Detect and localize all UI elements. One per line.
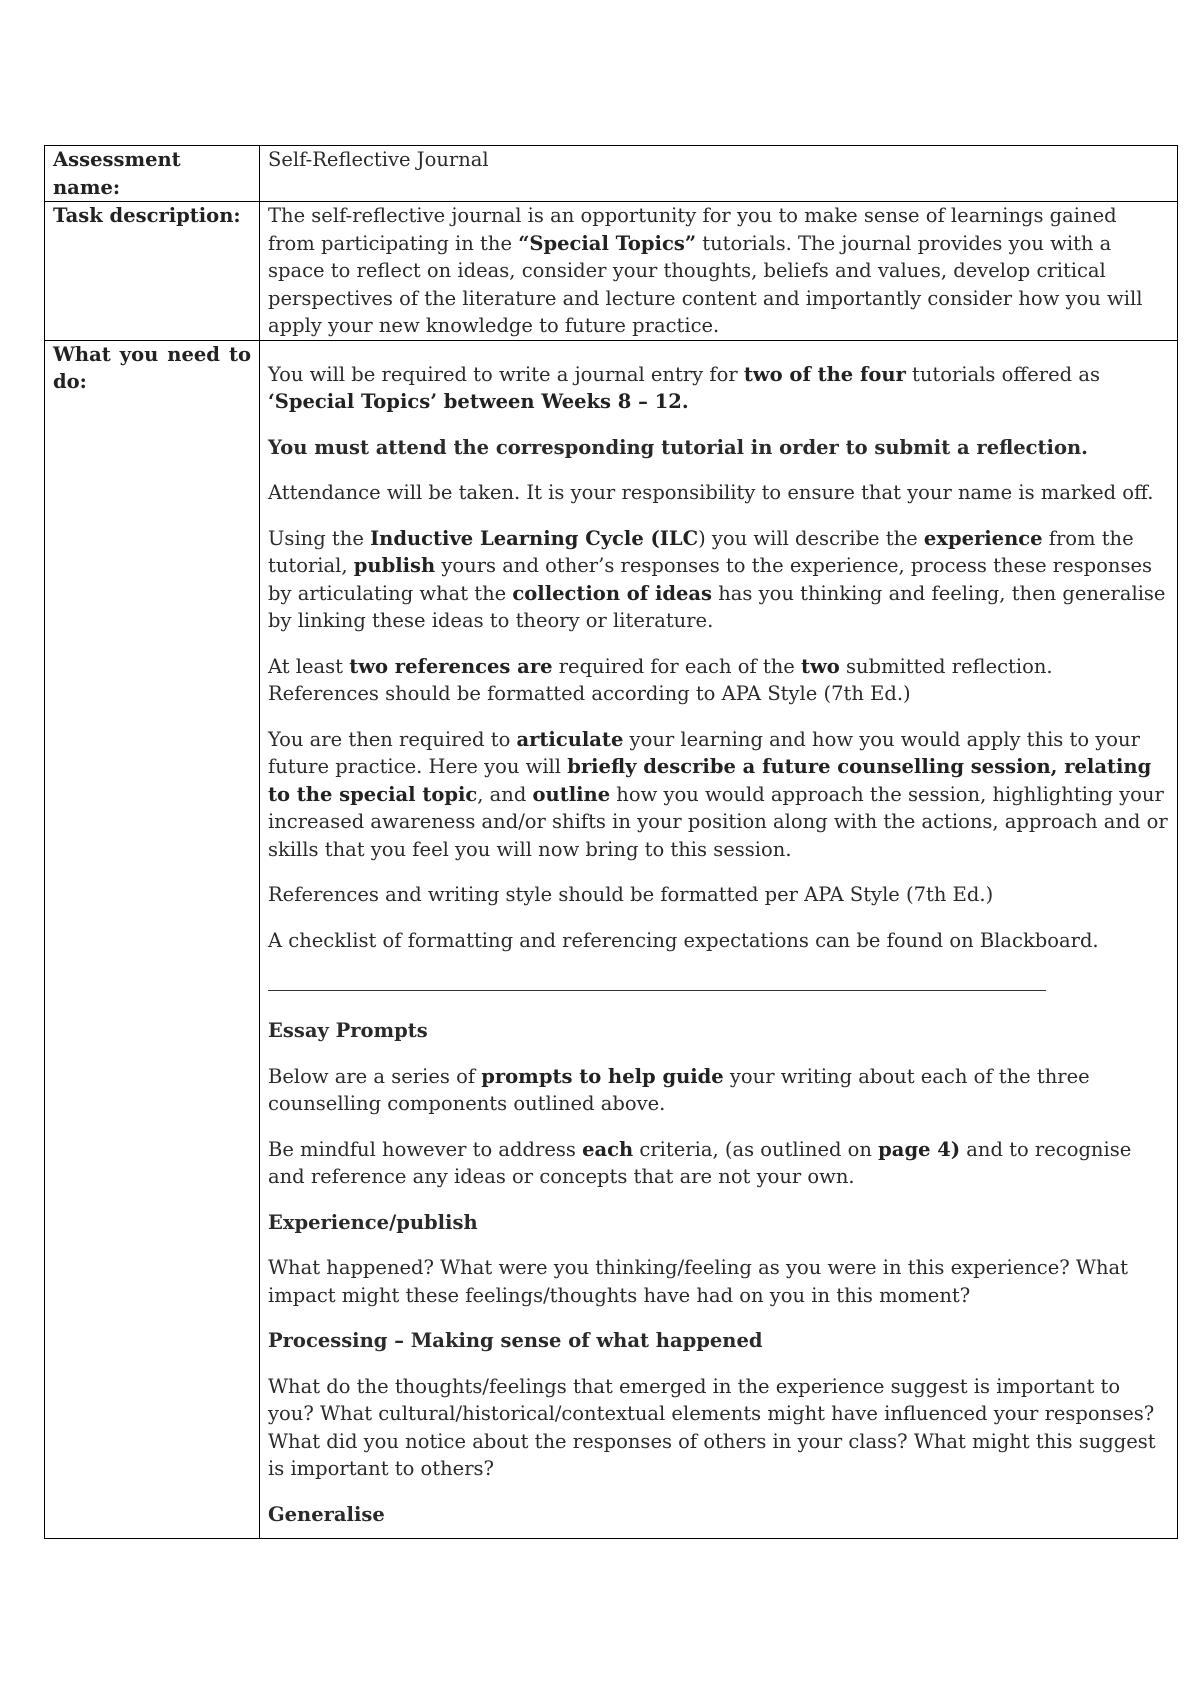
what-to-do-content — [260, 340, 1178, 1539]
text-run: ) you will describe the — [698, 526, 924, 550]
experience-heading: Experience/publish — [268, 1210, 478, 1234]
paragraph-checklist: A checklist of formatting and referencing expectations can be found on Blackboard. — [268, 928, 1099, 952]
paragraph-ilc — [268, 525, 1169, 635]
paragraph-journal-entries — [268, 361, 1169, 416]
paragraph-articulate — [268, 726, 1169, 864]
bold-run: “Special Topics” — [518, 231, 697, 255]
bold-run: experience — [923, 526, 1043, 550]
text-run: how you would approach the session, highlighting your increased awareness and/or shifts in your position along with the actions, approach and or skills that you feel you will now bring to this session. — [268, 782, 1168, 861]
generalise-heading: Generalise — [268, 1502, 385, 1526]
bold-run: prompts to help guide — [481, 1064, 724, 1088]
assessment-table — [44, 145, 1178, 1539]
text-run: You will be required to write a journal entry for — [268, 362, 744, 386]
bold-run: two of the four — [743, 362, 906, 386]
text-run: and to recognise and reference any ideas or concepts that are not your own. — [268, 1137, 1132, 1188]
text-run: Using the — [268, 526, 371, 550]
paragraph-apa-style: References and writing style should be formatted per APA Style (7th Ed.) — [268, 883, 994, 906]
text-run: your learning and how you would apply this to your future practice. Here you will — [268, 727, 1140, 778]
task-description-text — [260, 202, 1178, 341]
text-run: yours and other’s responses to the experience, process these responses by articulating what the — [268, 554, 1153, 605]
bold-run: Inductive Learning Cycle (ILC — [370, 526, 699, 550]
text-run: criteria, (as outlined on — [633, 1137, 879, 1161]
bold-run: collection of ideas — [512, 581, 713, 605]
task-description-label: Task description: — [45, 202, 260, 341]
horizontal-divider — [268, 990, 1046, 991]
what-to-do-row — [45, 340, 1178, 1539]
paragraph-prompts-intro — [268, 1063, 1169, 1118]
paragraph-attendance-requirement: You must attend the corresponding tutorial in order to submit a reflection. — [268, 435, 1088, 459]
paragraph-references — [268, 653, 1169, 708]
text-run: The self-reflective journal is an opportunity for you to make sense of learnings gained from participating in the — [268, 204, 1117, 255]
paragraph-processing: What do the thoughts/feelings that emerged in the experience suggest is important to you? What cultural/historical/contextual elements might have influenced your responses? What did you notice about the responses of others in your class? What might this suggest is important to others? — [268, 1374, 1156, 1480]
bold-run: two — [801, 654, 840, 678]
bold-run: publish — [353, 554, 436, 577]
paragraph-experience: What happened? What were you thinking/feeling as you were in this experience? What impact might these feelings/thoughts have had on you in this moment? — [268, 1256, 1128, 1307]
text-run: has you thinking and feeling, then generalise by linking these ideas to theory or literature. — [268, 581, 1166, 632]
bold-run: each — [582, 1137, 634, 1161]
paragraph-criteria — [268, 1136, 1169, 1191]
text-run: required for each of the — [552, 654, 802, 678]
assessment-name-label: Assessment name: — [45, 146, 260, 202]
text-run: , and — [477, 782, 533, 806]
assessment-name-row — [45, 146, 1178, 202]
processing-heading: Processing – Making sense of what happened — [268, 1329, 763, 1352]
text-run: from the tutorial, — [268, 526, 1134, 577]
assessment-name-value: Self-Reflective Journal — [260, 146, 1178, 202]
paragraph-attendance: Attendance will be taken. It is your responsibility to ensure that your name is marked off. — [268, 481, 1154, 504]
bold-run: articulate — [516, 727, 624, 751]
text-run: Be mindful however to address — [268, 1137, 583, 1161]
text-run: tutorials offered as — [905, 362, 1100, 386]
text-run: Below are a series of — [268, 1064, 482, 1088]
bold-run: two references are — [349, 654, 553, 678]
bold-run: briefly describe a future counselling session, relating to the special topic — [268, 755, 1152, 806]
text-run: You are then required to — [268, 727, 517, 751]
what-to-do-label: What you need to do: — [45, 340, 260, 1539]
text-run: submitted reflection. References should be formatted according to APA Style (7th Ed.) — [268, 654, 1053, 705]
text-run: At least — [268, 654, 350, 678]
bold-run: page 4) — [878, 1137, 961, 1161]
bold-run: ‘Special Topics’ between Weeks 8 – 12. — [268, 390, 689, 413]
task-description-row — [45, 202, 1178, 341]
bold-run: outline — [532, 782, 611, 806]
essay-prompts-heading: Essay Prompts — [268, 1019, 428, 1042]
text-run: tutorials. The journal provides you with a space to reflect on ideas, consider your thoughts, beliefs and values, develop critical perspectives of the literature and lecture content and importantly consider how you will apply your new knowledge to future practice. — [268, 231, 1143, 337]
text-run: your writing about each of the three counselling components outlined above. — [268, 1064, 1090, 1115]
